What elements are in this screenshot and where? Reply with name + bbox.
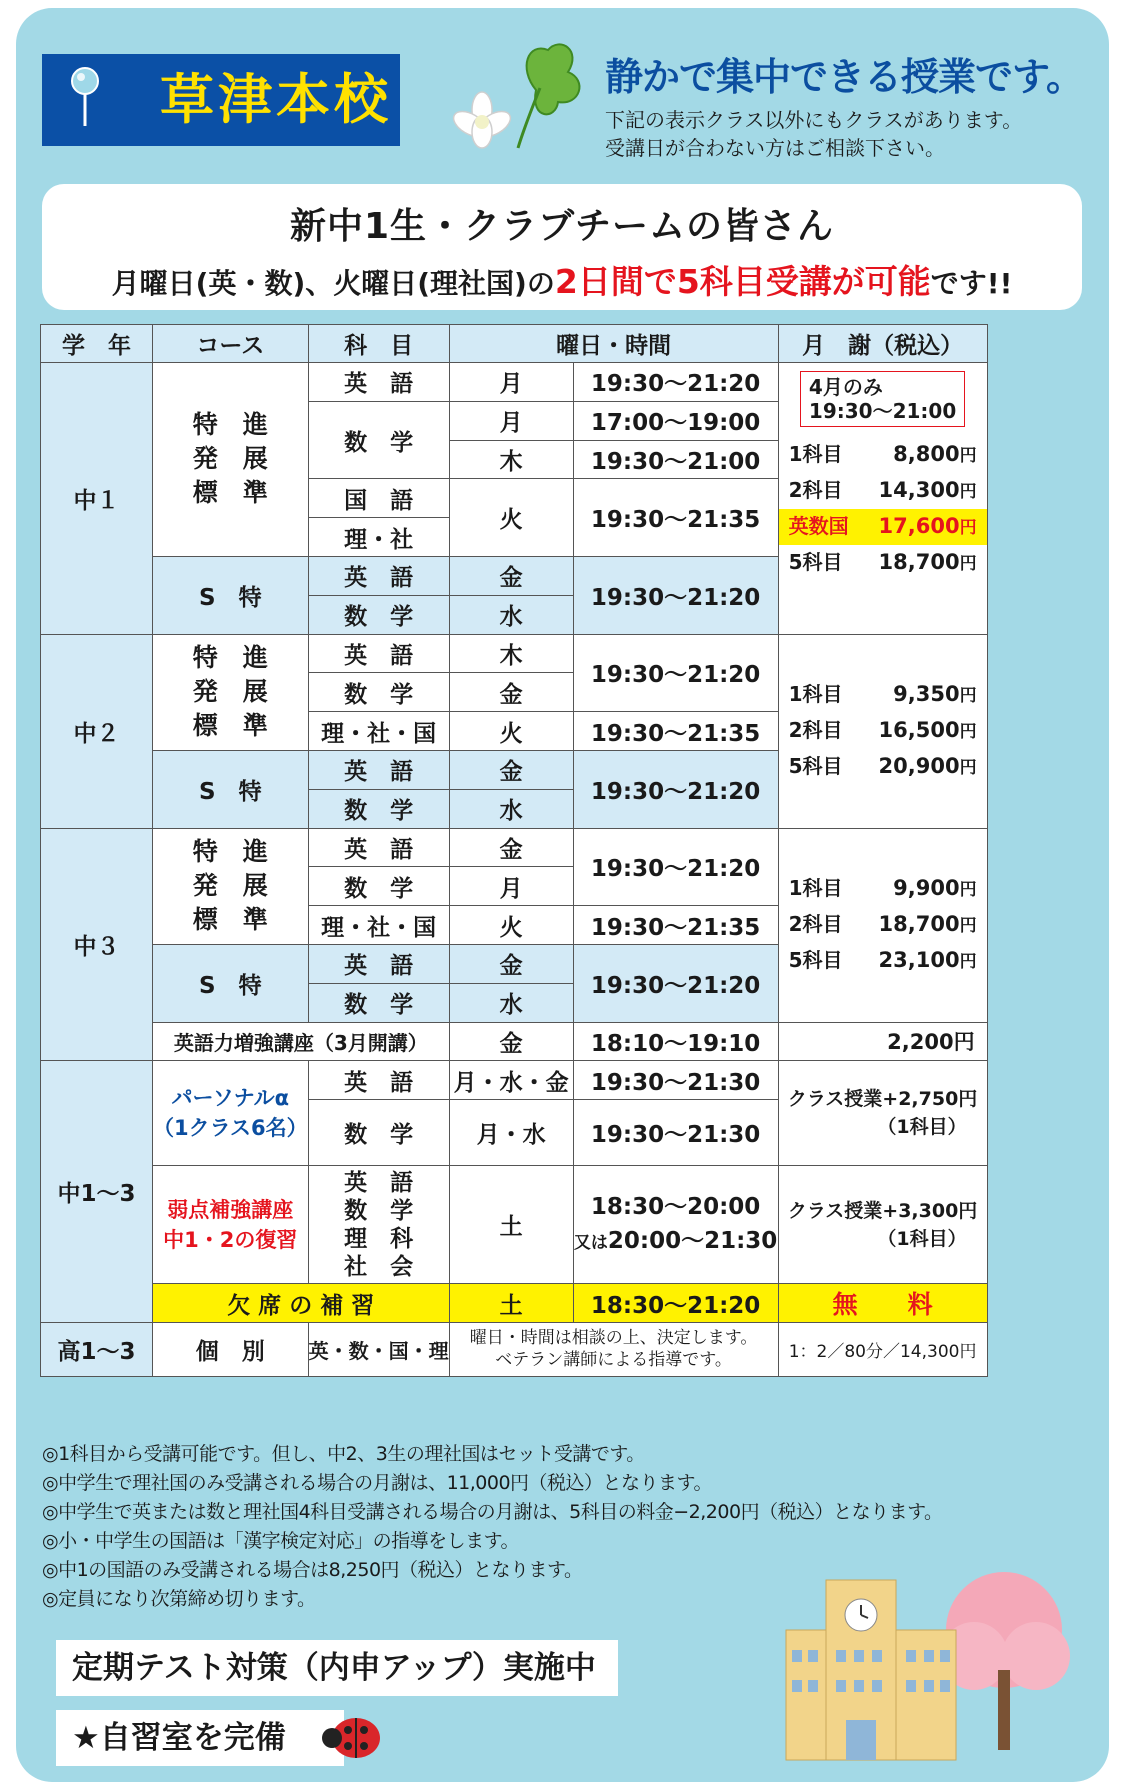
subject-math: 数 学 [308, 983, 449, 1022]
fee-block-g3 [778, 828, 987, 1022]
fee-unit: 円 [959, 554, 977, 574]
ladybug-icon [318, 1710, 384, 1764]
course-tokushin: 特 進 [192, 643, 268, 673]
weak-point-sub: 中1・2の復習 [163, 1227, 298, 1252]
day-fri: 金 [449, 750, 573, 789]
alt-prefix: 又は [573, 1232, 608, 1253]
grade-chu1-3: 中1～3 [41, 1061, 153, 1323]
subject-english: 英 語 [308, 750, 449, 789]
course-personal-alpha [153, 1061, 309, 1166]
fee-free: 無 料 [778, 1284, 987, 1323]
time-slot: 18:30～21:20 [573, 1284, 778, 1323]
note-item: ◎1科目から受講可能です。但し、中2、3生の理社国はセット受講です。 [42, 1443, 645, 1465]
fee-row [779, 871, 987, 907]
fee-row [779, 677, 987, 713]
day-tue: 火 [449, 906, 573, 945]
note-item: ◎中1の国語のみ受講される場合は8,250円（税込）となります。 [42, 1559, 583, 1581]
time-slot: 18:30～20:00 [590, 1193, 761, 1220]
time-slot: 19:30～21:35 [573, 906, 778, 945]
subject-english: 英 語 [308, 634, 449, 673]
time-slot: 19:30～21:30 [573, 1061, 778, 1100]
day-fri: 金 [449, 673, 573, 712]
day-mon: 月 [449, 401, 573, 440]
time-slot: 20:00～21:30 [607, 1227, 778, 1254]
day-thu: 木 [449, 634, 573, 673]
fee-value: 20,900 [878, 754, 960, 779]
april-note-time: 19:30～21:00 [808, 399, 957, 423]
fee-personal [778, 1061, 987, 1166]
note-item: ◎小・中学生の国語は「漢字検定対応」の指導をします。 [42, 1530, 520, 1552]
fee-personal-sub: （1科目） [877, 1116, 967, 1139]
time-slot-weak [573, 1166, 778, 1284]
subject-english: 英 語 [308, 828, 449, 867]
fee-value: 8,800 [893, 442, 960, 466]
course-kobetsu: 個 別 [153, 1322, 309, 1376]
header-fee: 月 謝（税込） [778, 325, 987, 363]
fee-value: 9,900 [893, 876, 960, 901]
course-standard-g3 [153, 828, 309, 944]
course-english-boost: 英語力増強講座（3月開講） [153, 1022, 450, 1061]
banner-heading: 新中1生・クラブチームの皆さん [289, 206, 835, 247]
time-slot: 19:30～21:20 [573, 556, 778, 634]
course-s-toku: S 特 [153, 944, 309, 1022]
day-mon-wed-fri: 月・水・金 [449, 1061, 573, 1100]
day-wed: 水 [449, 789, 573, 828]
fee-value: 16,500 [878, 718, 960, 743]
subject-math: 数 学 [308, 867, 449, 906]
fee-unit: 円 [959, 880, 977, 901]
fee-row [779, 437, 987, 473]
fee-label: 1科目 [788, 876, 843, 901]
grade-chu3: 中３ [41, 828, 153, 1061]
subject-english: 英 語 [308, 363, 449, 402]
day-fri: 金 [449, 1022, 573, 1061]
time-slot: 19:30～21:30 [573, 1100, 778, 1166]
course-hatten: 発 展 [192, 677, 268, 707]
tagline: 静かで集中できる授業です。 [605, 55, 1083, 99]
banner-sub-highlight: 2日間で5科目受講が可能 [554, 262, 931, 301]
course-hatten: 発 展 [192, 444, 268, 474]
note-item: ◎定員になり次第締め切ります。 [42, 1588, 316, 1610]
subject-math: 数 学 [308, 1100, 449, 1166]
course-standard-g1 [153, 363, 309, 557]
course-hatten: 発 展 [192, 871, 268, 901]
subject-kobetsu: 英・数・国・理 [308, 1322, 449, 1376]
course-weak-point [153, 1166, 309, 1284]
banner-sub-pre: 月曜日(英・数)、火曜日(理社国)の [111, 267, 555, 300]
day-fri: 金 [449, 944, 573, 983]
grade-chu1: 中１ [41, 363, 153, 635]
day-fri: 金 [449, 556, 573, 595]
school-building-icon [756, 1560, 1086, 1780]
fee-unit: 円 [959, 686, 977, 707]
fee-label: 1科目 [788, 682, 843, 707]
day-wed: 水 [449, 983, 573, 1022]
subject-math: 数 学 [308, 673, 449, 712]
fee-personal-main: クラス授業+2,750円 [787, 1088, 978, 1111]
time-slot: 17:00～19:00 [573, 401, 778, 440]
day-wed: 水 [449, 595, 573, 634]
fee-unit: 円 [959, 758, 977, 779]
header-course: コース [153, 325, 309, 363]
kobetsu-note-2: ベテラン講師による指導です。 [495, 1350, 732, 1371]
fee-label: 2科目 [788, 912, 843, 937]
day-mon: 月 [449, 867, 573, 906]
fee-label: 2科目 [788, 478, 843, 502]
subject-kokugo: 国 語 [308, 479, 449, 518]
fee-row [779, 545, 987, 581]
time-slot: 19:30～21:20 [573, 944, 778, 1022]
subject-math: 数 学 [308, 595, 449, 634]
day-thu: 木 [449, 440, 573, 479]
kobetsu-note [449, 1322, 778, 1376]
fee-value: 14,300 [878, 478, 960, 502]
fee-label: 英数国 [788, 514, 849, 538]
day-fri: 金 [449, 828, 573, 867]
note-item: ◎中学生で英または数と理社国4科目受講される場合の月謝は、5科目の料金−2,200円（税込）となります。 [42, 1501, 943, 1523]
fee-label: 2科目 [788, 718, 843, 743]
fee-label: 5科目 [788, 754, 843, 779]
day-tue: 火 [449, 712, 573, 751]
fee-unit: 円 [959, 722, 977, 743]
note-line-1: 下記の表示クラス以外にもクラスがあります。 [605, 108, 1023, 132]
course-hyojun: 標 準 [192, 478, 268, 508]
course-s-toku: S 特 [153, 750, 309, 828]
subject-english: 英 語 [308, 944, 449, 983]
day-sat: 土 [449, 1166, 573, 1284]
map-pin-icon [68, 66, 102, 128]
header-day-time: 曜日・時間 [449, 325, 778, 363]
time-slot: 19:30～21:20 [573, 828, 778, 906]
course-s-toku: S 特 [153, 556, 309, 634]
time-slot: 19:30～21:20 [573, 634, 778, 712]
fee-weak-main: クラス授業+3,300円 [787, 1199, 978, 1222]
time-slot: 18:10～19:10 [573, 1022, 778, 1061]
grade-chu2: 中２ [41, 634, 153, 828]
announcement-banner [42, 184, 1082, 310]
course-hyojun: 標 準 [192, 711, 268, 741]
time-slot: 19:30～21:35 [573, 712, 778, 751]
fee-row [779, 713, 987, 749]
fee-row [779, 749, 987, 785]
clover-flower-icon [448, 28, 596, 168]
fee-label: 5科目 [788, 550, 843, 574]
self-study-box: ★自習室を完備 [56, 1710, 344, 1766]
time-slot: 19:30～21:20 [573, 750, 778, 828]
fee-value: 18,700 [878, 912, 960, 937]
subject-rika-shakai-kokugo: 理・社・国 [308, 906, 449, 945]
fee-kobetsu: 1：2／80分／14,300円 [778, 1322, 987, 1376]
weak-point-title: 弱点補強講座 [167, 1197, 294, 1222]
subject-item: 英 語 [344, 1169, 414, 1196]
fee-unit: 円 [959, 446, 977, 466]
fee-value: 23,100 [878, 948, 960, 973]
fee-unit: 円 [959, 952, 977, 973]
schedule-table [40, 324, 988, 1377]
subject-item: 理 科 [344, 1225, 414, 1252]
course-tokushin: 特 進 [192, 837, 268, 867]
day-tue: 火 [449, 479, 573, 557]
fee-row [779, 943, 987, 979]
fee-weak-point [778, 1166, 987, 1284]
day-mon-wed: 月・水 [449, 1100, 573, 1166]
subject-rika-shakai: 理・社 [308, 518, 449, 557]
fee-weak-sub: （1科目） [877, 1227, 967, 1250]
subject-list-weak [308, 1166, 449, 1284]
note-line-2: 受講日が合わない方はご相談下さい。 [605, 136, 945, 160]
time-slot: 19:30～21:35 [573, 479, 778, 557]
subject-math: 数 学 [308, 401, 449, 479]
fee-label: 1科目 [788, 442, 843, 466]
fee-unit: 円 [959, 916, 977, 937]
fee-value: 17,600 [878, 514, 960, 538]
time-slot: 19:30～21:20 [573, 363, 778, 402]
kobetsu-note-1: 曜日・時間は相談の上、決定します。 [469, 1328, 758, 1349]
april-note [800, 371, 965, 427]
subject-english: 英 語 [308, 556, 449, 595]
subject-english: 英 語 [308, 1061, 449, 1100]
fee-english-boost: 2,200円 [778, 1022, 987, 1061]
fee-row [779, 907, 987, 943]
course-standard-g2 [153, 634, 309, 750]
april-note-label: 4月のみ [808, 375, 883, 399]
fee-block-g1 [778, 363, 987, 635]
note-item: ◎中学生で理社国のみ受講される場合の月謝は、11,000円（税込）となります。 [42, 1472, 713, 1494]
banner-sub-post: です!! [930, 267, 1013, 300]
exam-prep-box: 定期テスト対策（内申アップ）実施中 [56, 1640, 618, 1696]
fee-unit: 円 [959, 518, 977, 538]
time-slot: 19:30～21:00 [573, 440, 778, 479]
banner-subline [42, 256, 1082, 303]
campus-name: 草津本校 [42, 54, 400, 146]
day-sat: 土 [449, 1284, 573, 1323]
subject-item: 数 学 [344, 1197, 414, 1224]
course-absence-makeup: 欠 席 の 補 習 [153, 1284, 450, 1323]
fee-row-highlight [779, 509, 987, 545]
personal-alpha-title: パーソナルα [171, 1086, 290, 1111]
header-subject: 科 目 [308, 325, 449, 363]
fee-label: 5科目 [788, 948, 843, 973]
time-slot-alt [574, 1224, 778, 1260]
subject-rika-shakai-kokugo: 理・社・国 [308, 712, 449, 751]
course-hyojun: 標 準 [192, 905, 268, 935]
fee-unit: 円 [959, 482, 977, 502]
personal-alpha-capacity: （1クラス6名） [153, 1116, 308, 1141]
header-grade: 学 年 [41, 325, 153, 363]
fee-value: 18,700 [878, 550, 960, 574]
subject-item: 社 会 [344, 1253, 414, 1280]
fee-value: 9,350 [893, 682, 960, 707]
fee-block-g2 [778, 634, 987, 828]
fee-row [779, 473, 987, 509]
course-tokushin: 特 進 [192, 410, 268, 440]
grade-high1-3: 高1～3 [41, 1322, 153, 1376]
subject-math: 数 学 [308, 789, 449, 828]
day-mon: 月 [449, 363, 573, 402]
